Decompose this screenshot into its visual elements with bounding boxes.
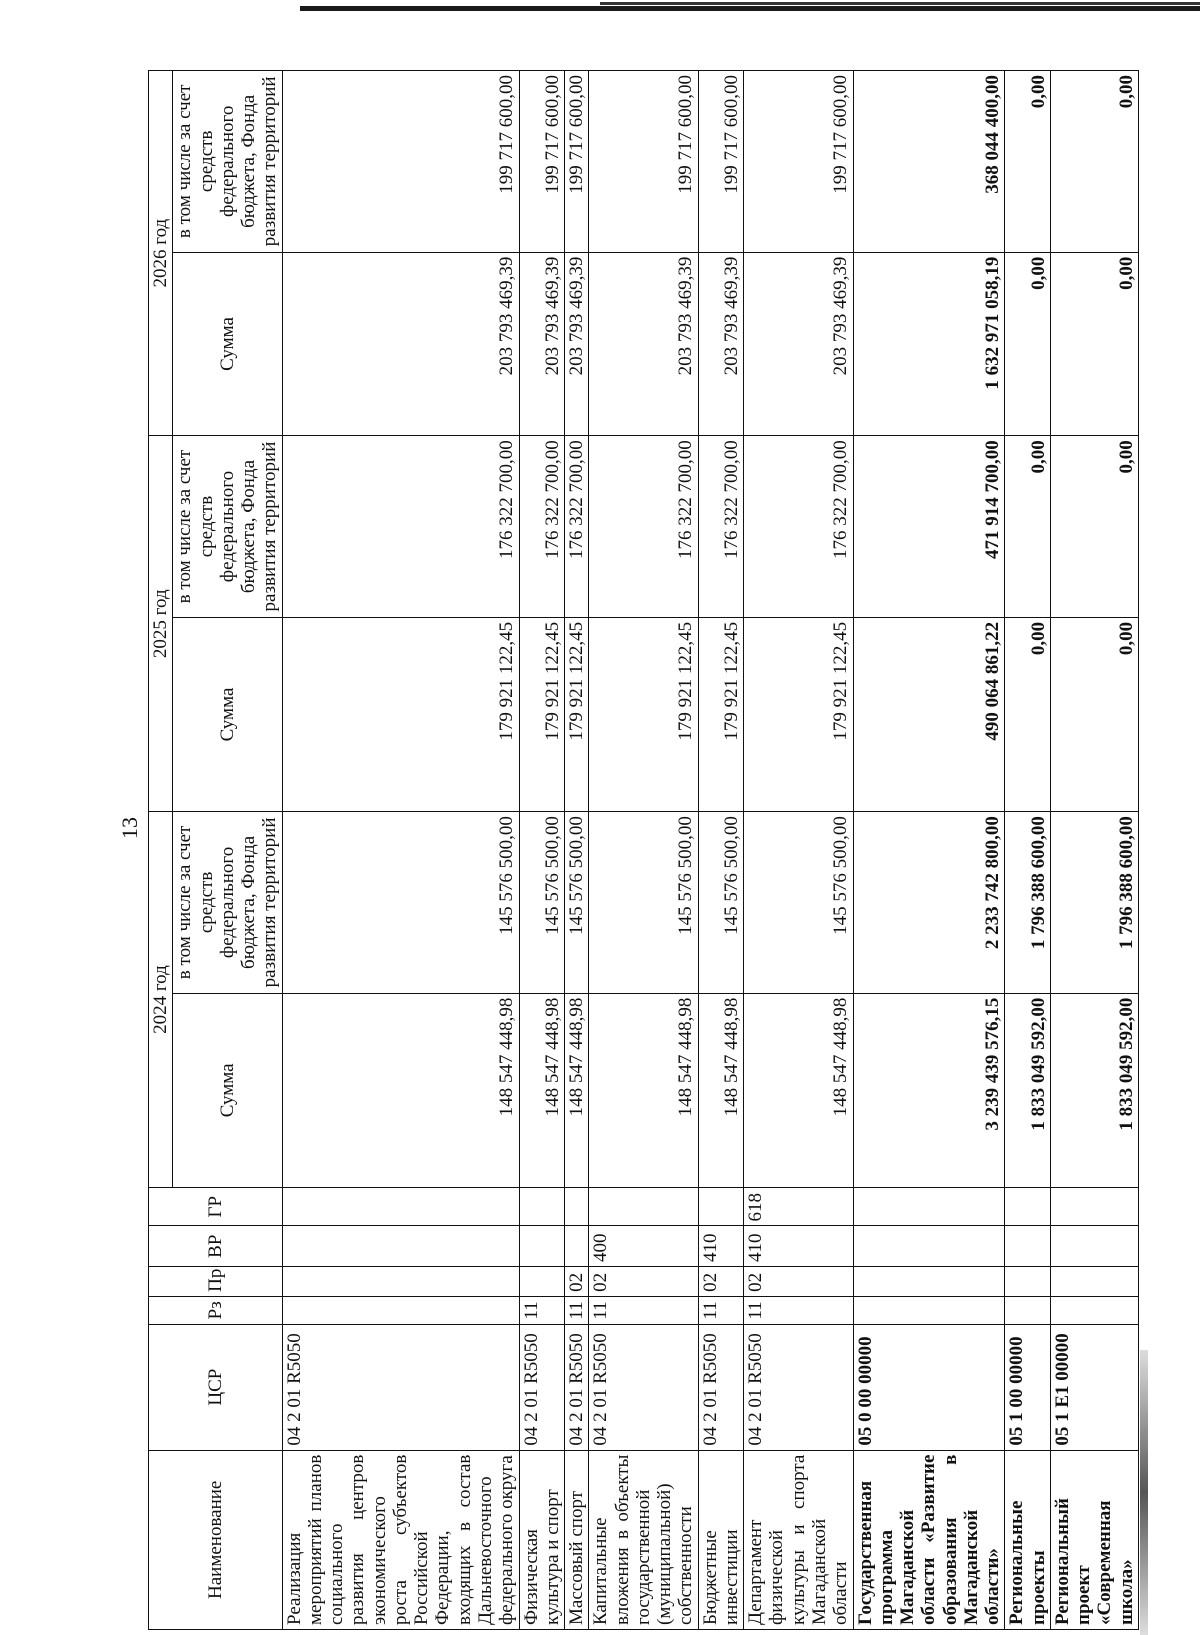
row-federal-2025: 176 322 700,00 bbox=[519, 436, 565, 618]
row-sum-2024: 1 833 049 592,00 bbox=[1005, 993, 1051, 1187]
header-sum-2025: Сумма bbox=[173, 617, 282, 811]
row-name: Капитальные вложения в объекты государственной (муниципальной) собственности bbox=[589, 1450, 698, 1629]
row-vr bbox=[282, 1226, 519, 1267]
row-sum-2025: 0,00 bbox=[1005, 617, 1051, 811]
row-vr bbox=[565, 1226, 589, 1267]
row-sum-2025: 490 064 861,22 bbox=[853, 617, 1005, 811]
row-sum-2025: 179 921 122,45 bbox=[519, 617, 565, 811]
row-federal-2026: 199 717 600,00 bbox=[565, 71, 589, 253]
row-federal-2025: 0,00 bbox=[1005, 436, 1051, 618]
scan-edge-line bbox=[300, 6, 1200, 11]
header-gr: ГР bbox=[149, 1188, 283, 1226]
row-vr: 410 bbox=[698, 1226, 744, 1267]
page-number: 13 bbox=[117, 817, 142, 839]
row-sum-2026: 0,00 bbox=[1005, 252, 1051, 436]
row-federal-2025: 471 914 700,00 bbox=[853, 436, 1005, 618]
row-sum-2026: 203 793 469,39 bbox=[519, 252, 565, 436]
row-federal-2024: 2 233 742 800,00 bbox=[853, 812, 1005, 994]
row-sum-2026: 203 793 469,39 bbox=[698, 252, 744, 436]
row-federal-2024: 145 576 500,00 bbox=[519, 812, 565, 994]
row-pr bbox=[1005, 1267, 1051, 1297]
row-vr bbox=[1005, 1226, 1051, 1267]
row-pr: 02 bbox=[698, 1267, 744, 1297]
row-federal-2024: 145 576 500,00 bbox=[744, 812, 853, 994]
row-name: Департамент физической культуры и спорта Магаданской области bbox=[744, 1450, 853, 1629]
row-sum-2026: 203 793 469,39 bbox=[282, 252, 519, 436]
row-rz: 11 bbox=[589, 1296, 698, 1324]
header-sum-2026: Сумма bbox=[173, 252, 282, 436]
row-pr: 02 bbox=[565, 1267, 589, 1297]
row-pr bbox=[282, 1267, 519, 1297]
row-federal-2026: 0,00 bbox=[1005, 71, 1051, 253]
row-sum-2024: 148 547 448,98 bbox=[565, 993, 589, 1187]
row-federal-2025: 0,00 bbox=[1050, 436, 1138, 618]
row-sum-2026: 1 632 971 058,19 bbox=[853, 252, 1005, 436]
row-csr: 04 2 01 R5050 bbox=[519, 1324, 565, 1450]
row-federal-2024: 145 576 500,00 bbox=[698, 812, 744, 994]
row-rz bbox=[1005, 1296, 1051, 1324]
row-rz bbox=[1050, 1296, 1138, 1324]
row-rz: 11 bbox=[698, 1296, 744, 1324]
row-federal-2024: 145 576 500,00 bbox=[589, 812, 698, 994]
header-sum-2024: Сумма bbox=[173, 993, 282, 1187]
header-incl-2025: в том числе за счет средств федерального бюджета, Фонда развития территорий bbox=[173, 436, 282, 618]
header-incl-2024: в том числе за счет средств федерального бюджета, Фонда развития территорий bbox=[173, 812, 282, 994]
row-vr bbox=[1050, 1226, 1138, 1267]
table-row bbox=[1050, 71, 1138, 1630]
table-row bbox=[853, 71, 1005, 1630]
row-federal-2024: 145 576 500,00 bbox=[282, 812, 519, 994]
row-pr: 02 bbox=[589, 1267, 698, 1297]
row-pr bbox=[1050, 1267, 1138, 1297]
row-sum-2026: 203 793 469,39 bbox=[565, 252, 589, 436]
row-federal-2025: 176 322 700,00 bbox=[698, 436, 744, 618]
header-rz: Рз bbox=[149, 1296, 283, 1324]
row-federal-2024: 1 796 388 600,00 bbox=[1005, 812, 1051, 994]
row-csr: 04 2 01 R5050 bbox=[589, 1324, 698, 1450]
row-rz: 11 bbox=[519, 1296, 565, 1324]
table-row bbox=[589, 71, 698, 1630]
scan-edge-shadow bbox=[1140, 1350, 1148, 1635]
header-pr: Пр bbox=[149, 1267, 283, 1297]
row-gr bbox=[853, 1188, 1005, 1226]
table-body bbox=[282, 71, 1138, 1630]
row-sum-2026: 203 793 469,39 bbox=[744, 252, 853, 436]
table-row bbox=[565, 71, 589, 1630]
row-federal-2024: 1 796 388 600,00 bbox=[1050, 812, 1138, 994]
row-sum-2024: 148 547 448,98 bbox=[589, 993, 698, 1187]
row-gr bbox=[1050, 1188, 1138, 1226]
row-sum-2024: 148 547 448,98 bbox=[744, 993, 853, 1187]
scan-edge-line bbox=[600, 2, 1200, 5]
table-row bbox=[1005, 71, 1051, 1630]
row-vr bbox=[853, 1226, 1005, 1267]
row-gr bbox=[589, 1188, 698, 1226]
row-pr: 02 bbox=[744, 1267, 853, 1297]
row-gr bbox=[698, 1188, 744, 1226]
row-federal-2025: 176 322 700,00 bbox=[744, 436, 853, 618]
row-sum-2025: 179 921 122,45 bbox=[565, 617, 589, 811]
row-federal-2026: 0,00 bbox=[1050, 71, 1138, 253]
row-gr bbox=[282, 1188, 519, 1226]
row-gr: 618 bbox=[744, 1188, 853, 1226]
row-pr bbox=[853, 1267, 1005, 1297]
row-federal-2026: 199 717 600,00 bbox=[589, 71, 698, 253]
header-year-2026: 2026 год bbox=[149, 71, 173, 436]
row-gr bbox=[565, 1188, 589, 1226]
header-vr: ВР bbox=[149, 1226, 283, 1267]
row-sum-2024: 148 547 448,98 bbox=[698, 993, 744, 1187]
row-vr: 400 bbox=[589, 1226, 698, 1267]
row-name: Физическая культура и спорт bbox=[519, 1450, 565, 1629]
row-federal-2026: 199 717 600,00 bbox=[698, 71, 744, 253]
row-sum-2026: 203 793 469,39 bbox=[589, 252, 698, 436]
header-csr: ЦСР bbox=[149, 1324, 283, 1450]
row-federal-2025: 176 322 700,00 bbox=[589, 436, 698, 618]
row-csr: 05 1 00 00000 bbox=[1005, 1324, 1051, 1450]
row-name: Региональные проекты bbox=[1005, 1450, 1051, 1629]
budget-table bbox=[148, 70, 1139, 1630]
row-csr: 05 0 00 00000 bbox=[853, 1324, 1005, 1450]
row-sum-2024: 3 239 439 576,15 bbox=[853, 993, 1005, 1187]
header-name: Наименование bbox=[149, 1450, 283, 1629]
row-federal-2025: 176 322 700,00 bbox=[565, 436, 589, 618]
row-csr: 05 1 E1 00000 bbox=[1050, 1324, 1138, 1450]
row-rz bbox=[282, 1296, 519, 1324]
row-vr bbox=[519, 1226, 565, 1267]
row-sum-2025: 179 921 122,45 bbox=[589, 617, 698, 811]
row-name: Бюджетные инвестиции bbox=[698, 1450, 744, 1629]
table-row bbox=[282, 71, 519, 1630]
row-csr: 04 2 01 R5050 bbox=[282, 1324, 519, 1450]
row-sum-2026: 0,00 bbox=[1050, 252, 1138, 436]
row-sum-2024: 148 547 448,98 bbox=[519, 993, 565, 1187]
header-incl-2026: в том числе за счет средств федерального бюджета, Фонда развития территорий bbox=[173, 71, 282, 253]
row-sum-2024: 148 547 448,98 bbox=[282, 993, 519, 1187]
row-pr bbox=[519, 1267, 565, 1297]
row-gr bbox=[1005, 1188, 1051, 1226]
row-federal-2026: 199 717 600,00 bbox=[519, 71, 565, 253]
header-year-2024: 2024 год bbox=[149, 812, 173, 1188]
row-sum-2025: 0,00 bbox=[1050, 617, 1138, 811]
row-name: Региональный проект «Современная школа» bbox=[1050, 1450, 1138, 1629]
table-row bbox=[744, 71, 853, 1630]
row-name: Массовый спорт bbox=[565, 1450, 589, 1629]
row-sum-2025: 179 921 122,45 bbox=[744, 617, 853, 811]
row-sum-2024: 1 833 049 592,00 bbox=[1050, 993, 1138, 1187]
row-csr: 04 2 01 R5050 bbox=[565, 1324, 589, 1450]
row-sum-2025: 179 921 122,45 bbox=[698, 617, 744, 811]
header-year-2025: 2025 год bbox=[149, 436, 173, 812]
row-federal-2024: 145 576 500,00 bbox=[565, 812, 589, 994]
table-row bbox=[519, 71, 565, 1630]
row-name: Реализация мероприятий планов социального развития центров экономического роста субъектов Российской Федерации, входящих в состав Дальневосточного федерального округа bbox=[282, 1450, 519, 1629]
row-sum-2025: 179 921 122,45 bbox=[282, 617, 519, 811]
row-federal-2026: 199 717 600,00 bbox=[282, 71, 519, 253]
row-federal-2025: 176 322 700,00 bbox=[282, 436, 519, 618]
row-rz: 11 bbox=[565, 1296, 589, 1324]
row-csr: 04 2 01 R5050 bbox=[744, 1324, 853, 1450]
rotated-table-container bbox=[148, 70, 1137, 1630]
row-vr: 410 bbox=[744, 1226, 853, 1267]
row-rz bbox=[853, 1296, 1005, 1324]
row-federal-2026: 199 717 600,00 bbox=[744, 71, 853, 253]
row-name: Государственная программа Магаданской области «Развитие образования в Магаданской области» bbox=[853, 1450, 1005, 1629]
row-federal-2026: 368 044 400,00 bbox=[853, 71, 1005, 253]
row-gr bbox=[519, 1188, 565, 1226]
row-csr: 04 2 01 R5050 bbox=[698, 1324, 744, 1450]
row-rz: 11 bbox=[744, 1296, 853, 1324]
table-row bbox=[698, 71, 744, 1630]
